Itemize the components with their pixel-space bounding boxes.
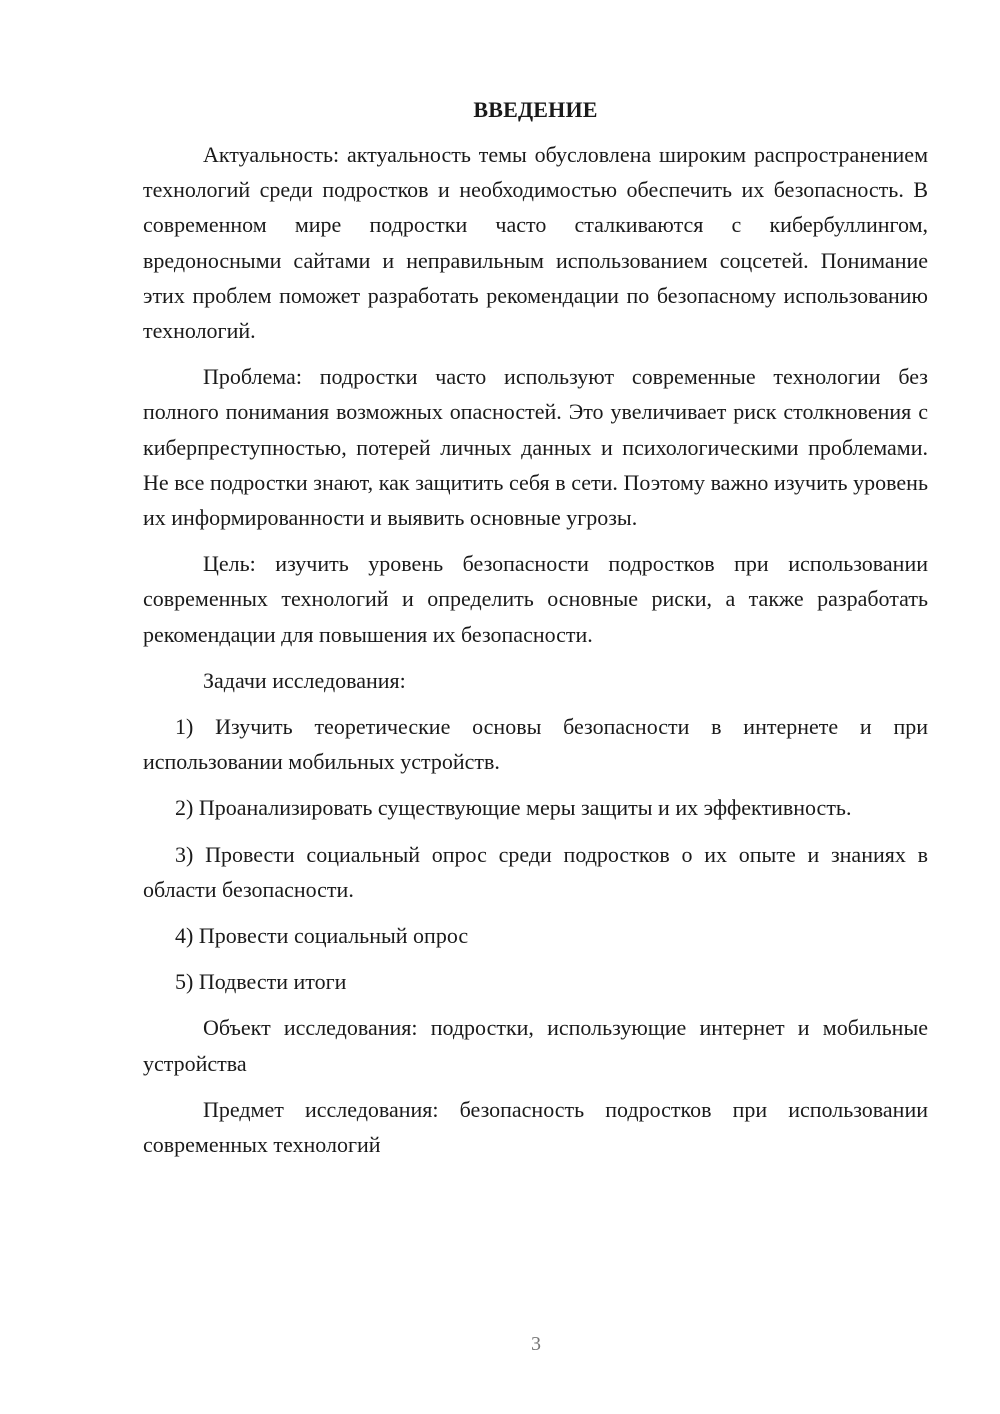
subject-paragraph: Предмет исследования: безопасность подростков при использовании современных технологий <box>143 1096 928 1158</box>
tasks-heading: Задачи исследования: <box>203 667 406 693</box>
page-number: 3 <box>531 1333 541 1355</box>
task-item-5: 5) Подвести итоги <box>175 969 347 995</box>
task-item-1: 1) Изучить теоретические основы безопасности в интернете и при использовании мобильных устройств. <box>143 714 928 775</box>
goal-paragraph: Цель: изучить уровень безопасности подростков при использовании современных технологий и определить основные риски, а также разработать рекомендации для повышения их безопасности. <box>143 551 928 647</box>
document-page <box>143 92 928 1162</box>
task-item-2: 2) Проанализировать существующие меры защиты и их эффективность. <box>175 795 852 821</box>
relevance-paragraph: Актуальность: актуальность темы обусловлена широким распространением технологий среди подростков и необходимостью обеспечить их безопасность. В современном мире подростки часто сталкиваются с кибербуллингом, вредоносными сайтами и неправильным использованием соцсетей. Понимание этих проблем поможет разработать рекомендации по безопасному использованию технологий. <box>143 142 928 344</box>
task-item-4: 4) Провести социальный опрос <box>175 923 469 949</box>
page-title: ВВЕДЕНИЕ <box>473 97 598 122</box>
problem-paragraph: Проблема: подростки часто используют современные технологии без полного понимания возможных опасностей. Это увеличивает риск столкновения с киберпреступностью, потерей личных данных и психологическими проблемами. Не все подростки знают, как защитить себя в сети. Поэтому важно изучить уровень их информированности и выявить основные угрозы. <box>143 364 928 531</box>
object-paragraph: Объект исследования: подростки, использующие интернет и мобильные устройства <box>143 1015 928 1076</box>
task-item-3: 3) Провести социальный опрос среди подростков о их опыте и знаниях в области безопасности. <box>143 841 928 902</box>
